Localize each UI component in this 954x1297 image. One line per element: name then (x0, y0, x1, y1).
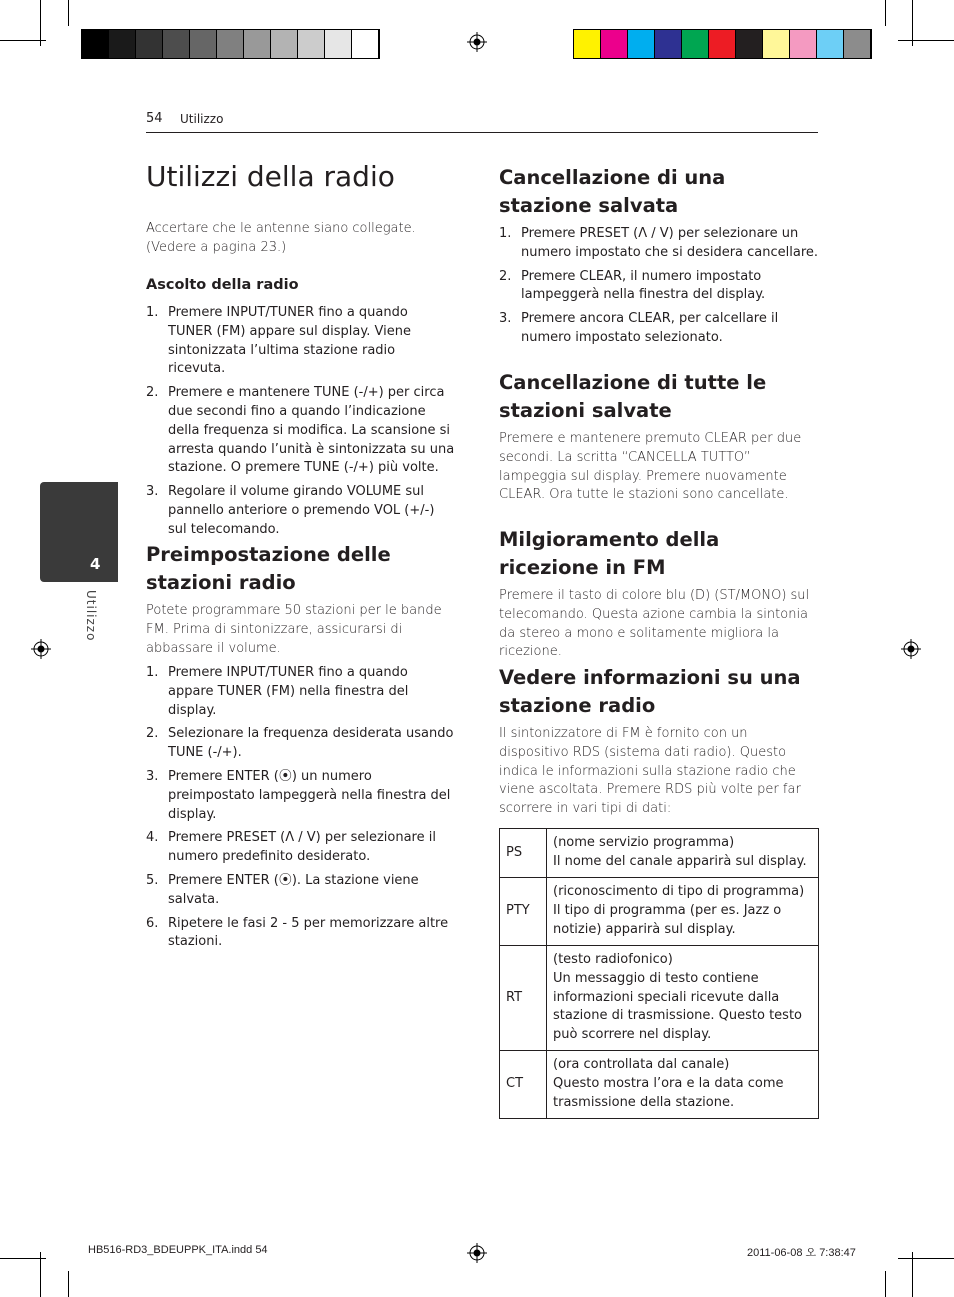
list-item: 2. Premere CLEAR, il numero impostato lampeggerà nella finestra del display. (499, 268, 766, 303)
color-swatch (628, 30, 655, 58)
color-swatch (109, 30, 136, 58)
list-item: 3. Premere ancora CLEAR, per calcellare il numero impostato selezionato. (499, 311, 779, 345)
listen-heading: Ascolto della radio (146, 277, 299, 293)
color-swatch (817, 30, 844, 58)
color-swatch (163, 30, 190, 58)
registration-mark-icon (467, 1243, 487, 1263)
list-item: 1. Premere INPUT/TUNER fino a quando TUNER (FM) appare sul display. Viene sintonizzata l’ultima stazione radio ricevuta. (146, 305, 411, 377)
preset-steps (146, 664, 456, 957)
color-calibration-bar (573, 29, 872, 59)
list-item: 2. Selezionare la frequenza desiderata usando TUNE (-/+). (146, 726, 454, 761)
crop-mark (898, 1258, 954, 1259)
table-cell-desc: (nome servizio programma) Il nome del canale apparirà sul display. (547, 829, 819, 878)
color-swatch (82, 30, 109, 58)
crop-mark (68, 0, 69, 26)
grayscale-calibration-bar (81, 29, 380, 59)
color-swatch (244, 30, 271, 58)
table-cell-desc: (riconoscimento di tipo di programma) Il tipo di programma (per es. Jazz o notizie) apparirà sul display. (547, 878, 819, 946)
color-swatch (682, 30, 709, 58)
fm-text: Premere il tasto di colore blu (D) (ST/MONO) sul telecomando. Questa azione cambia la sintonia da stereo a mono e solitamente migliora la ricezione. (499, 588, 810, 660)
delete-all-heading: Cancellazione di tutte le stazioni salvate (499, 371, 767, 422)
fm-heading: Milgioramento della ricezione in FM (499, 528, 720, 579)
list-item: 5. Premere ENTER (⦿). La stazione viene salvata. (146, 872, 419, 907)
table-row (500, 1051, 819, 1119)
footer-file: HB516-RD3_BDEUPPK_ITA.indd 54 (88, 1244, 268, 1256)
crop-mark (68, 1271, 69, 1297)
list-item: 1. Premere INPUT/TUNER fino a quando appare TUNER (FM) nella finestra del display. (146, 665, 409, 718)
crop-mark (0, 40, 46, 41)
table-row (500, 946, 819, 1051)
color-swatch (709, 30, 736, 58)
header-rule (146, 132, 818, 133)
color-swatch (217, 30, 244, 58)
color-swatch (325, 30, 352, 58)
crop-mark (885, 1271, 886, 1297)
delete-one-steps (499, 225, 819, 353)
rds-table (499, 828, 819, 1119)
table-cell-code: RT (500, 946, 547, 1051)
color-swatch (352, 30, 379, 58)
table-row (500, 829, 819, 878)
list-item: 3. Regolare il volume girando VOLUME sul pannello anteriore o premendo VOL (+/-) sul telecomando. (146, 484, 435, 537)
delete-all-text: Premere e mantenere premuto CLEAR per due secondi. La scritta “CANCELLA TUTTO” lampeggia sul display. Premere nuovamente CLEAR. Ora tutte le stazioni sono cancellate. (499, 431, 802, 503)
color-swatch (655, 30, 682, 58)
color-swatch (136, 30, 163, 58)
registration-mark-icon (467, 32, 487, 52)
preset-intro: Potete programmare 50 stazioni per le bande FM. Prima di sintonizzare, assicurarsi di abbassare il volume. (146, 603, 442, 656)
list-item: 2. Premere e mantenere TUNE (-/+) per circa due secondi fino a quando l’indicazione della frequenza si modifica. La scansione si arresta quando l’unità è sintonizzata su una stazione. O premere TUNE (-/+) più volte. (146, 385, 455, 476)
registration-mark-icon (901, 639, 921, 659)
listen-steps (146, 304, 456, 545)
preset-heading: Preimpostazione delle stazioni radio (146, 543, 391, 594)
table-cell-code: PS (500, 829, 547, 878)
intro-text: Accertare che le antenne siano collegate. (Vedere a pagina 23.) (146, 221, 416, 255)
crop-mark (898, 40, 954, 41)
rds-text: Il sintonizzatore di FM è fornito con un dispositivo RDS (sistema dati radio). Questo indica le informazioni sulla stazione radio che viene ascoltata. Premere RDS più volte per far scorrere in vari tipi di dati: (499, 726, 801, 817)
footer-date: 2011-06-08 오 7:38:47 (747, 1247, 856, 1259)
list-item: 1. Premere PRESET (Λ / V) per selezionare un numero impostato che si desidera cancellare. (499, 226, 819, 260)
table-cell-code: PTY (500, 878, 547, 946)
registration-mark-icon (31, 639, 51, 659)
crop-mark (885, 0, 886, 26)
list-item: 3. Premere ENTER (⦿) un numero preimpostato lampeggerà nella finestra del display. (146, 768, 451, 822)
color-swatch (271, 30, 298, 58)
color-swatch (190, 30, 217, 58)
section-name: Utilizzo (180, 112, 224, 126)
page-number: 54 (146, 111, 163, 126)
list-item: 4. Premere PRESET (Λ / V) per selezionare il numero predefinito desiderato. (146, 830, 436, 865)
chapter-number: 4 (90, 555, 101, 573)
color-swatch (790, 30, 817, 58)
rds-heading: Vedere informazioni su una stazione radio (499, 666, 801, 717)
delete-one-heading: Cancellazione di una stazione salvata (499, 166, 726, 217)
list-item: 6. Ripetere le fasi 2 - 5 per memorizzare altre stazioni. (146, 915, 449, 950)
color-swatch (763, 30, 790, 58)
crop-mark (0, 1258, 46, 1259)
color-swatch (736, 30, 763, 58)
chapter-tab (40, 482, 118, 582)
color-swatch (298, 30, 325, 58)
page-title: Utilizzi della radio (146, 160, 395, 193)
color-swatch (844, 30, 871, 58)
table-cell-code: CT (500, 1051, 547, 1119)
color-swatch (601, 30, 628, 58)
table-cell-desc: (ora controllata dal canale) Questo mostra l’ora e la data come trasmissione della stazione. (547, 1051, 819, 1119)
table-cell-desc: (testo radiofonico) Un messaggio di testo contiene informazioni speciali ricevute dalla stazione di trasmissione. Questo testo può scorrere nel display. (547, 946, 819, 1051)
chapter-label: Utilizzo (84, 590, 98, 642)
color-swatch (574, 30, 601, 58)
table-row (500, 878, 819, 946)
